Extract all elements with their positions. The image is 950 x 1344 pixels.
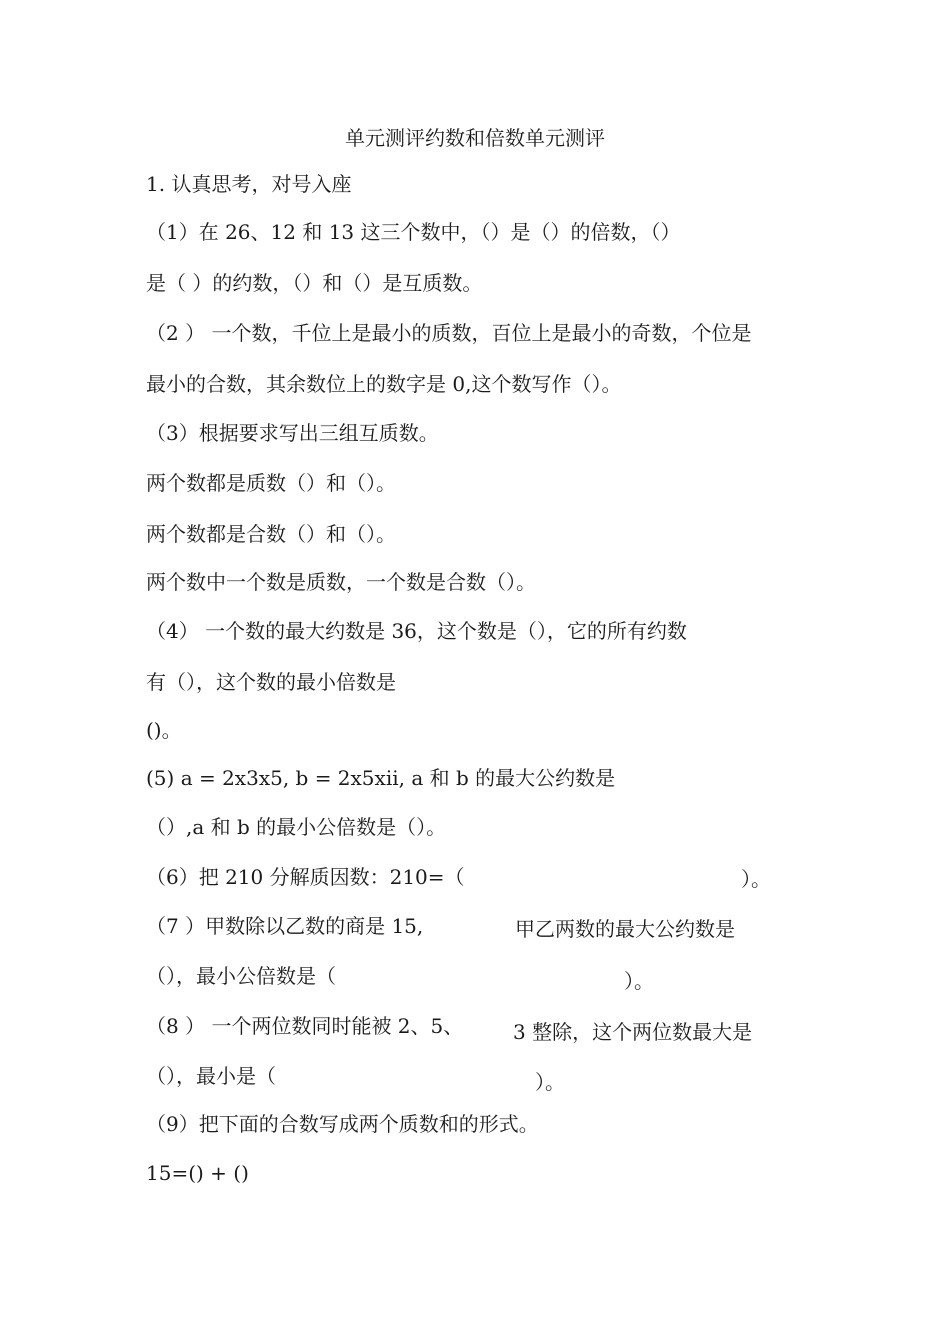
question-3-line-3: 两个数都是合数（）和（）。: [146, 522, 396, 546]
question-6-left: （6）把 210 分解质因数：210=（: [146, 865, 465, 889]
question-9-line-1: （9）把下面的合数写成两个质数和的形式。: [146, 1112, 539, 1136]
question-4-line-3: ()。: [146, 718, 182, 742]
question-5-line-2: （）,a 和 b 的最小公倍数是（）。: [146, 815, 447, 839]
document-title: 单元测评约数和倍数单元测评: [345, 126, 605, 150]
question-8-left: （8 ） 一个两位数同时能被 2、5、: [146, 1014, 464, 1038]
question-2-line-2: 最小的合数，其余数位上的数字是 0,这个数写作（）。: [146, 372, 622, 396]
question-3-line-1: （3）根据要求写出三组互质数。: [146, 421, 439, 445]
question-1-line-2: 是（ ）的约数，（）和（）是互质数。: [146, 271, 483, 295]
question-9-line-2: 15=() + (): [146, 1161, 249, 1185]
question-7-left: （7 ）甲数除以乙数的商是 15,: [146, 914, 424, 938]
question-6-right: ）。: [741, 867, 771, 891]
question-8-line-2-right: ）。: [535, 1070, 565, 1094]
section-heading: 1. 认真思考，对号入座: [146, 172, 352, 196]
question-7-line-2-left: （），最小公倍数是（: [146, 964, 336, 988]
question-1-line-1: （1）在 26、12 和 13 这三个数中，（）是（）的倍数，（）: [146, 220, 681, 244]
question-8-mid: 3 整除，这个两位数最大是: [513, 1020, 753, 1044]
question-7-line-2-right: ）。: [624, 969, 654, 993]
question-5-line-1: (5) a = 2x3x5, b = 2x5xii, a 和 b 的最大公约数是: [146, 766, 616, 790]
question-3-line-2: 两个数都是质数（）和（）。: [146, 471, 396, 495]
question-8-line-2-left: （），最小是（: [146, 1064, 276, 1088]
question-2-line-1: （2 ） 一个数，千位上是最小的质数，百位上是最小的奇数，个位是: [146, 321, 752, 345]
question-3-line-4: 两个数中一个数是质数，一个数是合数（）。: [146, 570, 536, 594]
question-7-mid: 甲乙两数的最大公约数是: [515, 917, 735, 941]
question-4-line-2: 有（），这个数的最小倍数是: [146, 670, 396, 694]
question-4-line-1: （4） 一个数的最大约数是 36，这个数是（），它的所有约数: [146, 619, 687, 643]
